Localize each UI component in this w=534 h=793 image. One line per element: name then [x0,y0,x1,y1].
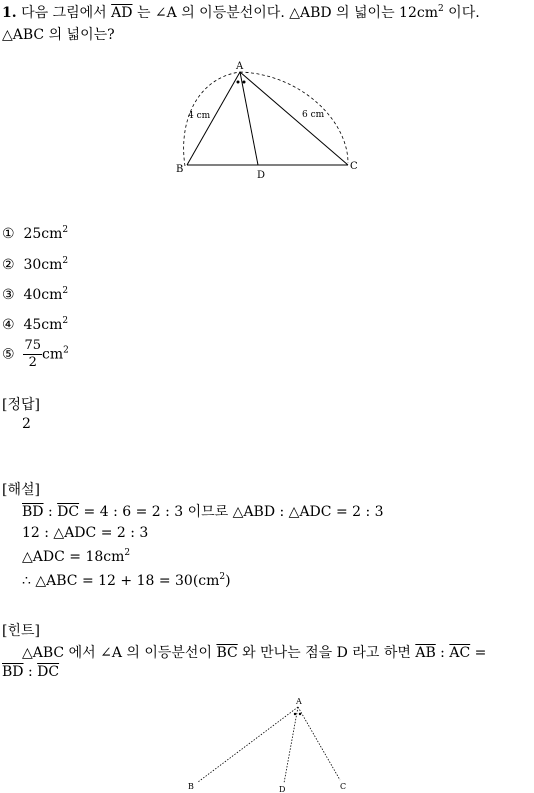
hint-line-2: $\overline{BD}$ : $\overline{DC}$ [2,664,60,680]
answer-value: 2 [22,416,31,432]
bisector-ad [240,72,258,165]
label-ab-length: 4 cm [188,111,211,121]
choice-3[interactable]: ③ $40cm^2$ [2,286,69,303]
angle-mark-dot [237,81,240,84]
problem-text-a: 다음 그림에서 [21,5,107,21]
label-a: A [296,697,302,706]
explanation-heading: [해설] [2,482,40,498]
problem-text-b: 는 ∠A 의 이등분선이다. △ABD 의 넓이는 12cm [136,5,438,21]
label-b: B [188,782,194,791]
segment-bc: $\overline{BC}$ [216,645,238,661]
problem-exp: 2 [438,4,444,14]
segment-ac: $\overline{AC}$ [449,645,471,661]
explanation-line-4: ∴ △ABC = $12 + 18 = 30(cm^2)$ [22,572,231,589]
choice-text: 45cm [23,317,63,333]
fraction-denominator: 2 [28,355,37,370]
segment-bd: $\overline{BD}$ [22,504,44,520]
label-c: C [340,782,347,791]
label-d: D [257,170,266,181]
label-d: D [279,785,286,792]
choice-marker: ④ [2,317,15,333]
choice-2[interactable]: ② $30cm^2$ [2,256,69,273]
label-b: B [176,164,184,175]
hint-heading: [힌트] [2,623,40,639]
segment-bd: $\overline{BD}$ [2,664,24,680]
bisector-figure [180,692,360,792]
angle-mark-dot [299,713,301,715]
bisector-ad [284,707,298,783]
problem-text-c: 이다. [443,5,480,21]
problem-line-1 [2,2,480,22]
label-c: C [350,161,358,172]
label-ac-length: 6 cm [302,110,325,120]
side-ab [198,707,298,782]
angle-mark-dot [294,713,296,715]
choice-marker: ⑤ [2,346,15,363]
choice-text: 30cm [23,257,63,273]
choice-marker: ③ [2,287,15,303]
label-a: A [236,61,244,72]
choice-marker: ① [2,226,15,242]
problem-number: 1. [2,5,17,21]
choice-text: 25cm [23,226,63,242]
choice-marker: ② [2,257,15,273]
choice-1[interactable]: ① $25cm^2$ [2,225,69,242]
choice-4[interactable]: ④ $45cm^2$ [2,316,69,333]
segment-dc: $\overline{DC}$ [57,504,80,520]
choice-text: cm [42,346,64,363]
problem-line-2: △ABC 의 넓이는? [2,27,115,43]
fraction-numerator: 75 [24,338,42,353]
triangle-figure [160,52,380,187]
angle-mark-dot [243,81,246,84]
hint-line-1: △ABC 에서 ∠A 의 이등분선이 $\overline{BC}$ 와 만나는 점을 D 라고 하면 $\overline{AB}$ : $\overline{AC}$ = [22,645,487,661]
segment-ab: $\overline{AB}$ [415,645,436,661]
answer-heading: [정답] [2,397,40,413]
choice-5[interactable]: ⑤ $\frac{75}{2}$ $cm^2$ [2,338,69,370]
explanation-line-3: △ADC = $18cm^2$ [22,548,131,565]
segment-ad: $\overline{AD}$ [111,5,133,21]
choice-text: 40cm [23,287,63,303]
segment-dc: $\overline{DC}$ [37,664,60,680]
fraction [23,338,42,371]
explanation-line-2: 12 : △ADC = 2 : 3 [22,525,149,541]
explanation-line-1: $\overline{BD}$ : $\overline{DC} = 4$ : 6 = 2 : 3 이므로 △ABD : △ADC = 2 : 3 [22,504,384,520]
side-ac [298,707,340,780]
